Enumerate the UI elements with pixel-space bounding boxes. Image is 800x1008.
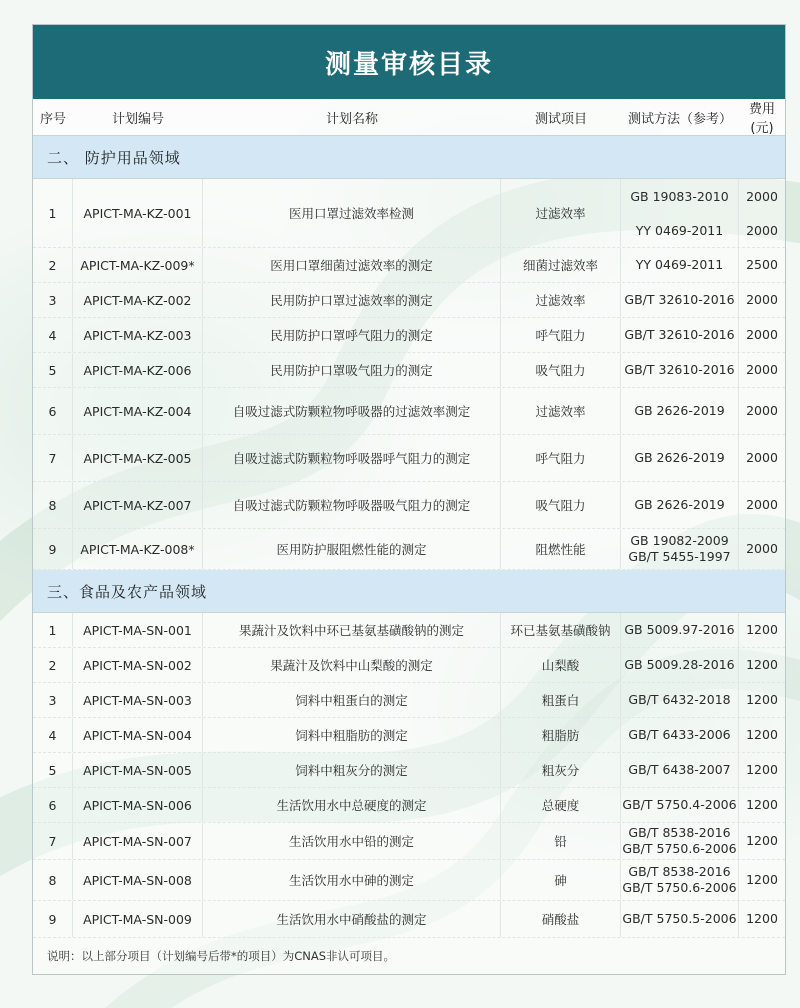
header-fee: 费用(元) (748, 102, 775, 136)
cell-code: APICT-MA-KZ-001 (73, 179, 203, 247)
cell-item: 铅 (501, 823, 621, 859)
method-value: GB/T 32610-2016 (624, 292, 735, 307)
cell-fee (739, 529, 785, 569)
cell-item: 呼气阻力 (501, 318, 621, 352)
method-value: GB 19083-2010 (630, 188, 729, 204)
cell-no: 7 (33, 435, 73, 481)
cell-method (621, 753, 739, 787)
method-value: GB 2626-2019 (634, 450, 725, 465)
cell-method (621, 683, 739, 717)
cell-fee (739, 482, 785, 528)
cell-item: 过滤效率 (501, 179, 621, 247)
method-value: GB/T 5750.5-2006 (622, 911, 737, 926)
cell-name: 生活饮用水中砷的测定 (203, 860, 501, 900)
method-value: GB/T 5750.4-2006 (622, 797, 737, 812)
table-body (33, 136, 785, 938)
fee-value: 2500 (746, 257, 778, 272)
cell-item: 吸气阻力 (501, 353, 621, 387)
method-value: YY 0469-2011 (635, 222, 724, 238)
cell-fee (739, 683, 785, 717)
cell-fee (739, 318, 785, 352)
method-value: GB 2626-2019 (634, 497, 725, 512)
cell-fee (739, 753, 785, 787)
cell-name: 果蔬汁及饮料中山梨酸的测定 (203, 648, 501, 682)
cell-name: 医用防护服阻燃性能的测定 (203, 529, 501, 569)
method-value: GB 5009.97-2016 (624, 622, 735, 637)
cell-no: 6 (33, 388, 73, 434)
section-header: 二、 防护用品领域 (33, 136, 785, 179)
method-value: YY 0469-2011 (635, 257, 724, 272)
cell-no: 9 (33, 529, 73, 569)
cell-code: APICT-MA-SN-002 (73, 648, 203, 682)
fee-value: 2000 (746, 362, 778, 377)
cell-no: 9 (33, 901, 73, 937)
method-value: GB/T 32610-2016 (624, 362, 735, 377)
cell-method (621, 901, 739, 937)
fee-value: 2000 (746, 450, 778, 465)
cell-code: APICT-MA-SN-004 (73, 718, 203, 752)
table-row (33, 860, 785, 901)
cell-name: 饲料中粗蛋白的测定 (203, 683, 501, 717)
method-value: GB/T 6438-2007 (628, 762, 731, 777)
cell-name: 饲料中粗灰分的测定 (203, 753, 501, 787)
cell-no: 3 (33, 683, 73, 717)
cell-item: 吸气阻力 (501, 482, 621, 528)
cell-method (621, 613, 739, 647)
cell-method (621, 529, 739, 569)
fee-value: 1200 (746, 797, 778, 812)
table-row (33, 353, 785, 388)
cell-no: 1 (33, 179, 73, 247)
cell-name: 生活饮用水中总硬度的测定 (203, 788, 501, 822)
cell-code: APICT-MA-SN-003 (73, 683, 203, 717)
table-row (33, 318, 785, 353)
cell-item: 硝酸盐 (501, 901, 621, 937)
cell-item: 粗蛋白 (501, 683, 621, 717)
cell-fee (739, 823, 785, 859)
fee-value: 1200 (746, 911, 778, 926)
table-row (33, 529, 785, 570)
cell-no: 5 (33, 753, 73, 787)
cell-code: APICT-MA-KZ-006 (73, 353, 203, 387)
method-value: GB/T 32610-2016 (624, 327, 735, 342)
fee-value: 1200 (746, 657, 778, 672)
header-no: 序号 (39, 111, 66, 127)
footnote: 说明：以上部分项目（计划编号后带*的项目）为CNAS非认可项目。 (47, 949, 396, 963)
fee-value: 2000 (746, 497, 778, 512)
table-row (33, 482, 785, 529)
cell-fee (739, 788, 785, 822)
method-value: GB 5009.28-2016 (624, 657, 735, 672)
cell-name: 医用口罩细菌过滤效率的测定 (203, 248, 501, 282)
header-name: 计划名称 (325, 111, 378, 127)
table-row (33, 788, 785, 823)
fee-value: 1200 (746, 727, 778, 742)
cell-item: 过滤效率 (501, 388, 621, 434)
cell-name: 医用口罩过滤效率检测 (203, 179, 501, 247)
cell-code: APICT-MA-SN-007 (73, 823, 203, 859)
cell-name: 生活饮用水中铅的测定 (203, 823, 501, 859)
cell-code: APICT-MA-KZ-009* (73, 248, 203, 282)
method-value: GB/T 8538-2016 (628, 825, 731, 840)
fee-value: 1200 (746, 692, 778, 707)
cell-item: 粗脂肪 (501, 718, 621, 752)
fee-value: 1200 (746, 622, 778, 637)
cell-method (621, 718, 739, 752)
cell-item: 过滤效率 (501, 283, 621, 317)
cell-name: 果蔬汁及饮料中环已基氨基磺酸钠的测定 (203, 613, 501, 647)
cell-code: APICT-MA-KZ-005 (73, 435, 203, 481)
cell-name: 民用防护口罩吸气阻力的测定 (203, 353, 501, 387)
cell-no: 2 (33, 648, 73, 682)
cell-fee (739, 283, 785, 317)
cell-fee (739, 179, 785, 247)
cell-method (621, 482, 739, 528)
cell-method (621, 353, 739, 387)
fee-value: 2000 (746, 403, 778, 418)
fee-value: 2000 (746, 327, 778, 342)
cell-no: 5 (33, 353, 73, 387)
cell-no: 7 (33, 823, 73, 859)
cell-fee (739, 248, 785, 282)
cell-name: 民用防护口罩呼气阻力的测定 (203, 318, 501, 352)
table-row (33, 718, 785, 753)
cell-no: 8 (33, 482, 73, 528)
method-value: GB 2626-2019 (634, 403, 725, 418)
cell-code: APICT-MA-SN-006 (73, 788, 203, 822)
cell-no: 4 (33, 718, 73, 752)
table-row (33, 283, 785, 318)
cell-no: 6 (33, 788, 73, 822)
cell-code: APICT-MA-SN-005 (73, 753, 203, 787)
cell-code: APICT-MA-KZ-002 (73, 283, 203, 317)
section-header: 三、食品及农产品领域 (33, 570, 785, 613)
cell-code: APICT-MA-KZ-008* (73, 529, 203, 569)
cell-fee (739, 353, 785, 387)
cell-method (621, 283, 739, 317)
cell-fee (739, 648, 785, 682)
method-value: GB 19082-2009 (630, 533, 729, 548)
fee-value: 1200 (746, 872, 778, 887)
method-value: GB/T 5455-1997 (628, 549, 731, 564)
fee-value: 2000 (746, 222, 778, 238)
catalog-table (32, 24, 786, 975)
header-code: 计划编号 (111, 111, 164, 127)
cell-fee (739, 613, 785, 647)
fee-value: 1200 (746, 762, 778, 777)
fee-value: 2000 (746, 188, 778, 204)
cell-fee (739, 860, 785, 900)
cell-name: 自吸过滤式防颗粒物呼吸器吸气阻力的测定 (203, 482, 501, 528)
cell-name: 自吸过滤式防颗粒物呼吸器呼气阻力的测定 (203, 435, 501, 481)
cell-item: 阻燃性能 (501, 529, 621, 569)
cell-method (621, 648, 739, 682)
cell-method (621, 318, 739, 352)
fee-value: 2000 (746, 541, 778, 556)
cell-fee (739, 388, 785, 434)
cell-item: 砷 (501, 860, 621, 900)
cell-item: 呼气阻力 (501, 435, 621, 481)
header-method: 测试方法（参考） (627, 111, 732, 127)
cell-method (621, 435, 739, 481)
cell-code: APICT-MA-KZ-003 (73, 318, 203, 352)
cell-no: 2 (33, 248, 73, 282)
cell-item: 总硬度 (501, 788, 621, 822)
cell-fee (739, 718, 785, 752)
table-row (33, 683, 785, 718)
cell-code: APICT-MA-KZ-004 (73, 388, 203, 434)
cell-no: 4 (33, 318, 73, 352)
table-row (33, 179, 785, 248)
cell-no: 1 (33, 613, 73, 647)
cell-method (621, 248, 739, 282)
table-row (33, 613, 785, 648)
cell-method (621, 860, 739, 900)
cell-code: APICT-MA-SN-009 (73, 901, 203, 937)
fee-value: 1200 (746, 833, 778, 848)
cell-name: 民用防护口罩过滤效率的测定 (203, 283, 501, 317)
fee-value: 2000 (746, 292, 778, 307)
cell-name: 饲料中粗脂肪的测定 (203, 718, 501, 752)
cell-code: APICT-MA-SN-008 (73, 860, 203, 900)
cell-method (621, 788, 739, 822)
cell-item: 粗灰分 (501, 753, 621, 787)
table-row (33, 753, 785, 788)
cell-name: 自吸过滤式防颗粒物呼吸器的过滤效率测定 (203, 388, 501, 434)
cell-method (621, 823, 739, 859)
cell-fee (739, 901, 785, 937)
table-row (33, 248, 785, 283)
table-row (33, 648, 785, 683)
header-item: 测试项目 (534, 111, 587, 127)
page-title: 测量审核目录 (33, 25, 785, 99)
cell-method (621, 179, 739, 247)
cell-fee (739, 435, 785, 481)
cell-method (621, 388, 739, 434)
cell-item: 环已基氨基磺酸钠 (501, 613, 621, 647)
cell-code: APICT-MA-KZ-007 (73, 482, 203, 528)
method-value: GB/T 8538-2016 (628, 864, 731, 879)
cell-name: 生活饮用水中硝酸盐的测定 (203, 901, 501, 937)
cell-no: 3 (33, 283, 73, 317)
method-value: GB/T 6432-2018 (628, 692, 731, 707)
table-row (33, 901, 785, 938)
method-value: GB/T 5750.6-2006 (622, 880, 737, 895)
table-row (33, 823, 785, 860)
table-header (33, 99, 785, 136)
cell-item: 山梨酸 (501, 648, 621, 682)
cell-code: APICT-MA-SN-001 (73, 613, 203, 647)
cell-no: 8 (33, 860, 73, 900)
table-row (33, 435, 785, 482)
table-row (33, 388, 785, 435)
method-value: GB/T 5750.6-2006 (622, 841, 737, 856)
method-value: GB/T 6433-2006 (628, 727, 731, 742)
cell-item: 细菌过滤效率 (501, 248, 621, 282)
